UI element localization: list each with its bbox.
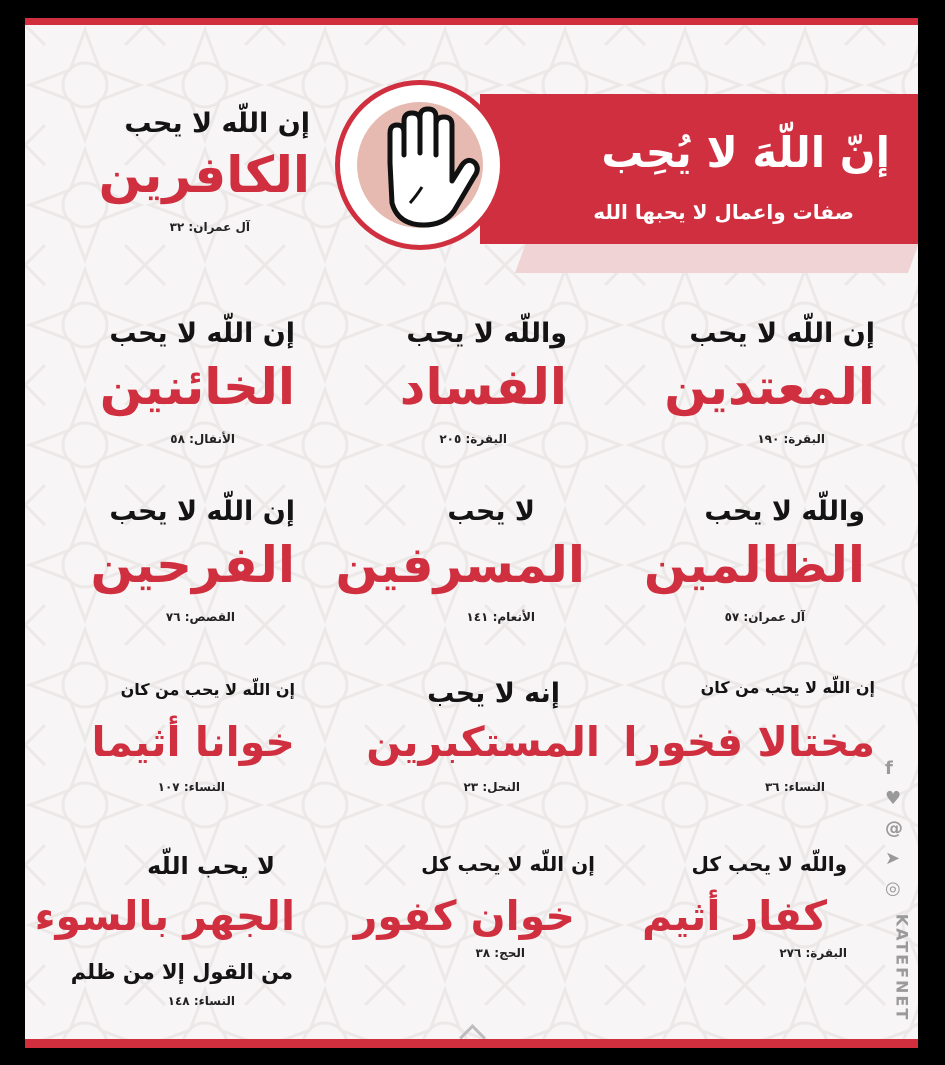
card-khawwan-kafur (335, 852, 595, 982)
stop-hand-icon (362, 103, 480, 231)
social-strip (882, 758, 912, 1048)
card-mutadin (615, 318, 875, 448)
card-prefix: إن اللّه لا يحب (124, 108, 310, 139)
card-trait: الكافرين (98, 146, 310, 204)
card-trait: الظالمين (643, 536, 865, 594)
card-trait: الجهر بالسوء (34, 892, 295, 940)
top-border (25, 18, 918, 25)
card-reference: البقرة: ١٩٠ (757, 432, 825, 446)
twitter-icon: ♥ (885, 788, 902, 809)
card-trait: الفرحين (90, 536, 295, 594)
email-icon: @ (885, 818, 903, 839)
card-trait: المعتدين (664, 358, 875, 416)
card-trait: الخائنين (99, 358, 295, 416)
instagram-icon: ◎ (885, 878, 901, 899)
card-prefix: إن اللّه لا يحب من كان (700, 678, 875, 697)
card-prefix: إن اللّه لا يحب (109, 496, 295, 527)
poster-card (25, 18, 918, 1048)
card-reference: النساء: ١٠٧ (157, 780, 225, 794)
header-title: إنّ اللّهَ لا يُحِب (601, 128, 890, 177)
facebook-icon: f (885, 758, 893, 779)
card-khainin (35, 318, 295, 448)
card-reference: القصص: ٧٦ (165, 610, 235, 624)
telegram-icon: ➤ (885, 848, 901, 869)
card-prefix: واللّه لا يحب (704, 496, 865, 527)
card-reference: الأنعام: ١٤١ (466, 610, 535, 624)
card-prefix: إن اللّه لا يحب (689, 318, 875, 349)
card-reference: آل عمران: ٥٧ (724, 610, 805, 624)
card-farihin (35, 496, 295, 626)
card-trait: المسرفين (335, 536, 585, 594)
card-prefix: واللّه لا يحب (406, 318, 567, 349)
card-reference: آل عمران: ٣٢ (169, 220, 250, 234)
card-prefix: لا يحب (447, 496, 535, 527)
card-reference: النساء: ٣٦ (764, 780, 825, 794)
card-fasad (307, 318, 567, 448)
card-reference: الأنفال: ٥٨ (170, 432, 235, 446)
card-extra: من القول إلا من ظلم (70, 960, 293, 984)
card-jahr-bissu (35, 852, 295, 1022)
card-khawwan-athim (35, 678, 295, 808)
card-prefix: لا يحب اللّه (147, 852, 275, 880)
card-reference: النساء: ١٤٨ (167, 994, 235, 1008)
header-subtitle: صفات واعمال لا يحبها الله (593, 200, 854, 224)
card-musrifin (325, 496, 585, 626)
card-reference: البقرة: ٢٧٦ (779, 946, 847, 960)
card-trait: كفار أثيم (642, 892, 827, 940)
stop-hand-badge (335, 80, 505, 250)
card-prefix: إن اللّه لا يحب من كان (120, 680, 295, 699)
bottom-border (25, 1039, 918, 1048)
card-trait: خوان كفور (353, 892, 575, 940)
card-trait: الفساد (399, 358, 567, 416)
card-prefix: إن اللّه لا يحب كل (421, 852, 595, 876)
card-reference: الحج: ٣٨ (475, 946, 525, 960)
card-prefix: إنه لا يحب (427, 678, 560, 709)
card-trait: مختالا فخورا (623, 718, 875, 766)
card-reference: البقرة: ٢٠٥ (439, 432, 507, 446)
card-zalimin (605, 496, 865, 626)
card-mustakbirin (340, 678, 600, 808)
card-reference: النحل: ٢٣ (463, 780, 520, 794)
card-kaffar-athim (587, 852, 847, 982)
card-trait: المستكبرين (366, 718, 600, 766)
card-kafirin (50, 108, 310, 238)
card-mukhtal (615, 678, 875, 808)
card-prefix: إن اللّه لا يحب (109, 318, 295, 349)
card-trait: خوانا أثيما (91, 718, 295, 766)
brand-watermark: KATEFNET (892, 913, 912, 1022)
card-prefix: واللّه لا يحب كل (691, 852, 847, 876)
